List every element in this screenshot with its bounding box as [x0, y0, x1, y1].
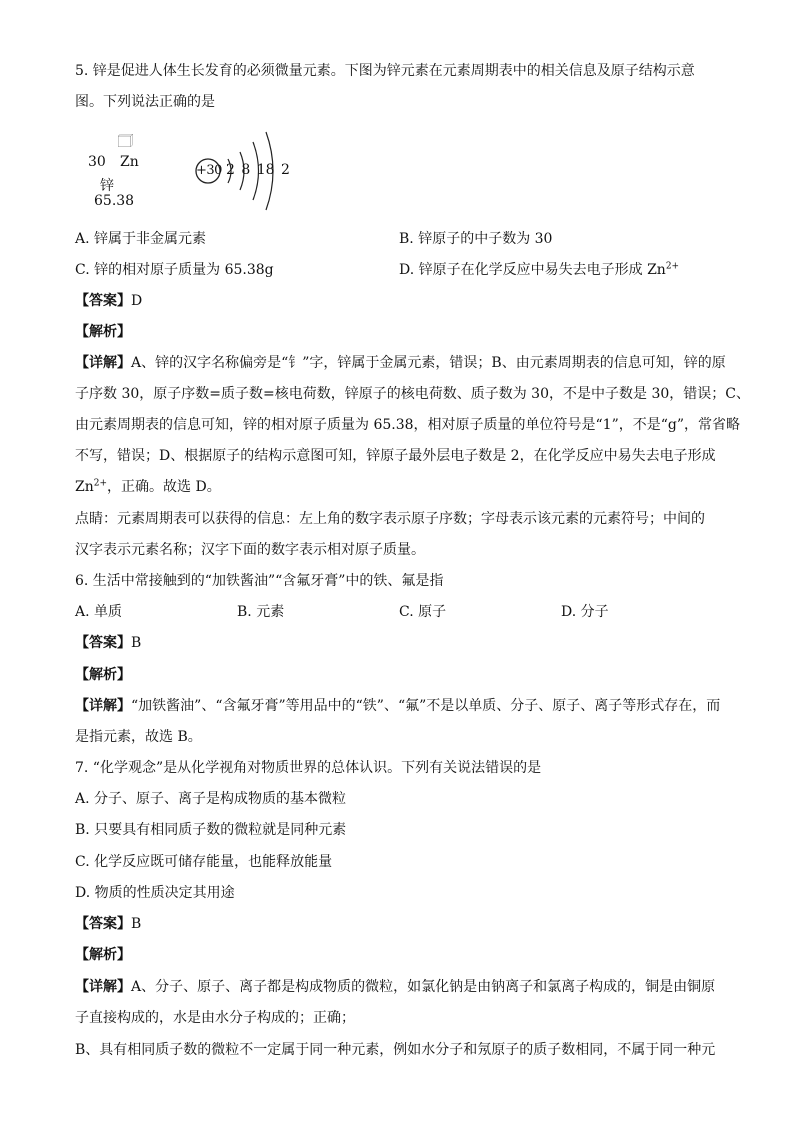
answer-value: D — [131, 293, 143, 309]
q7-stem: 7. “化学观念”是从化学视角对物质世界的总体认识。下列有关说法错误的是 — [75, 760, 542, 776]
q5-option-d — [399, 260, 679, 280]
q7-option-d: D. 物质的性质决定其用途 — [75, 885, 235, 901]
q5-detail-line1 — [75, 353, 726, 373]
element-name: 锌 — [100, 178, 114, 194]
q5-option-d-text: D. 锌原子在化学反应中易失去电子形成 Zn — [399, 262, 666, 278]
q7-detail-line3: B、具有相同质子数的微粒不一定属于同一种元素，例如水分子和氖原子的质子数相同，不属于同一种元 — [75, 1042, 716, 1058]
detail-text: A、锌的汉字名称偏旁是“钅”字，锌属于金属元素，错误；B、由元素周期表的信息可知，锌的原 — [131, 355, 726, 371]
q7-option-c: C. 化学反应既可储存能量，也能释放能量 — [75, 854, 333, 870]
q5-option-d-charge: 2+ — [665, 261, 680, 272]
q6-option-b: B. 元素 — [237, 604, 285, 620]
atom-nucleus-charge: +30 — [196, 163, 222, 178]
element-symbol: Zn — [120, 154, 139, 170]
q7-detail-line2: 子直接构成的，水是由水分子构成的；正确； — [75, 1010, 355, 1026]
q6-detail-line2: 是指元素，故选 B。 — [75, 729, 202, 745]
q5-detail-line4: 不写，错误；D、根据原子的结构示意图可知，锌原子最外层电子数是 2，在化学反应中易失去电子形成 — [75, 448, 716, 464]
q6-stem: 6. 生活中常接触到的“加铁酱油”“含氟牙膏”中的铁、氟是指 — [75, 573, 444, 589]
q5-detail-line5 — [75, 477, 221, 497]
q5-analysis-label: 【解析】 — [75, 324, 131, 340]
q7-option-b: B. 只要具有相同质子数的微粒就是同种元素 — [75, 822, 347, 838]
q5-detail-line3: 由元素周期表的信息可知，锌的相对原子质量为 65.38，相对原子质量的单位符号是“1”，不是“g”，常省略 — [75, 417, 741, 433]
q5-option-c: C. 锌的相对原子质量为 65.38g — [75, 262, 274, 278]
element-atomic-number: 30 — [88, 154, 106, 170]
q6-analysis-label: 【解析】 — [75, 667, 131, 683]
q5-option-a: A. 锌属于非金属元素 — [75, 231, 207, 247]
answer-label: 【答案】 — [75, 293, 131, 309]
q5-option-b: B. 锌原子的中子数为 30 — [399, 231, 553, 247]
q6-option-d: D. 分子 — [561, 604, 609, 620]
answer-label: 【答案】 — [75, 916, 131, 932]
q7-detail-line1 — [75, 977, 715, 997]
element-atomic-mass: 65.38 — [94, 193, 135, 209]
q7-option-a: A. 分子、原子、离子是构成物质的基本微粒 — [75, 791, 347, 807]
q5-tip-line2: 汉字表示元素名称；汉字下面的数字表示相对原子质量。 — [75, 542, 425, 558]
detail-label: 【详解】 — [75, 979, 131, 995]
q5-answer — [75, 291, 142, 311]
element-card-cube-icon — [80, 134, 172, 147]
answer-value: B — [131, 916, 142, 932]
detail-text: A、分子、原子、离子都是构成物质的微粒，如氯化钠是由钠离子和氯离子构成的，铜是由铜原 — [131, 979, 716, 995]
q5-detail-line2: 子序数 30，原子序数=质子数=核电荷数，锌原子的核电荷数、质子数为 30，不是中子数是 30，错误；C、 — [75, 386, 750, 402]
q5-stem-line2: 图。下列说法正确的是 — [75, 94, 215, 110]
atom-shell-electrons: 2 8 18 2 — [226, 162, 290, 178]
detail-conclusion: ，正确。故选 D。 — [107, 479, 221, 495]
detail-label: 【详解】 — [75, 698, 131, 714]
q5-tip-line1: 点睛：元素周期表可以获得的信息：左上角的数字表示原子序数；字母表示该元素的元素符号；中间的 — [75, 511, 705, 527]
answer-value: B — [131, 635, 142, 651]
detail-zn-charge: 2+ — [93, 478, 108, 489]
detail-label: 【详解】 — [75, 355, 131, 371]
q6-option-c: C. 原子 — [399, 604, 447, 620]
q7-answer — [75, 914, 141, 934]
q6-answer — [75, 633, 141, 653]
q6-option-a: A. 单质 — [75, 604, 123, 620]
q5-stem-line1: 5. 锌是促进人体生长发育的必须微量元素。下图为锌元素在元素周期表中的相关信息及原子结构示意 — [75, 63, 695, 79]
zinc-atom-structure-diagram — [190, 126, 290, 216]
zinc-element-card — [80, 134, 180, 216]
q6-detail-line1 — [75, 696, 720, 716]
detail-text: “加铁酱油”、“含氟牙膏”等用品中的“铁”、“氟”不是以单质、分子、原子、离子等形式存在，而 — [131, 698, 721, 714]
answer-label: 【答案】 — [75, 635, 131, 651]
q7-analysis-label: 【解析】 — [75, 947, 131, 963]
detail-zn: Zn — [75, 479, 94, 495]
